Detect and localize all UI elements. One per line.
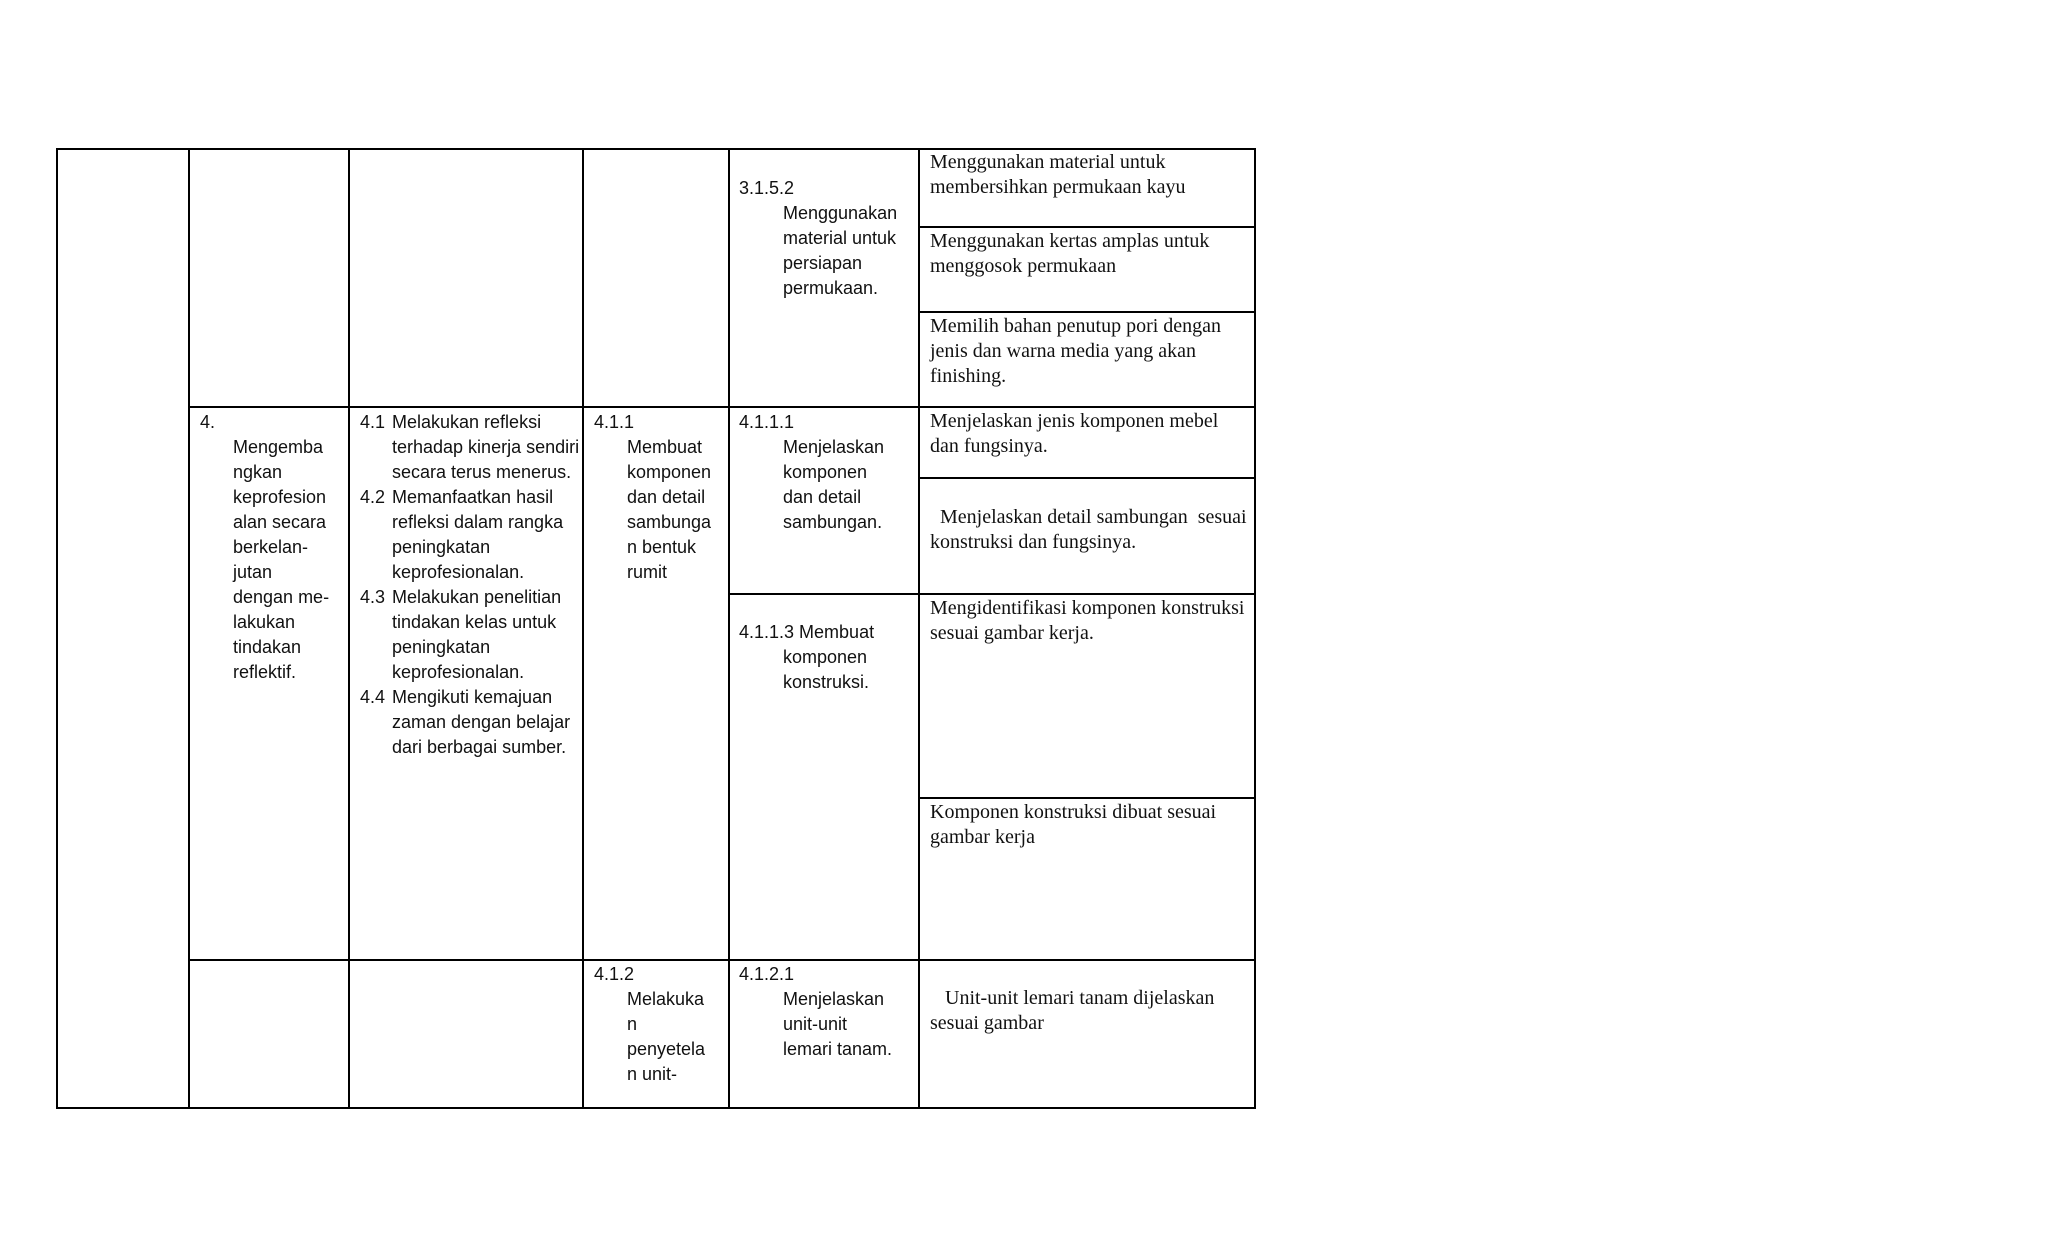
column-divider [918,148,920,1109]
material-cell [930,229,1248,279]
item-text: Melakukan refleksi terhadap kinerja sendiri secara terus menerus. [392,412,580,482]
material-text: Menjelaskan detail sambungan sesuai konstruksi dan fungsinya. [930,506,1252,553]
competency-cell [200,410,346,685]
material-text: Komponen konstruksi dibuat sesuai gambar kerja [930,801,1217,848]
material-text: Menjelaskan jenis komponen mebel dan fungsinya. [930,410,1219,457]
column-divider [348,148,350,1109]
item-number: 4.3 [360,587,386,607]
ikd-cell [594,410,728,585]
row-divider [188,406,1256,408]
cell-divider [918,311,1256,313]
indicator-text: Menggunakan material untuk persiapan permukaan. [783,203,898,298]
material-text: Unit-unit lemari tanam dijelaskan sesuai gambar [930,987,1220,1034]
material-cell [930,314,1248,389]
material-cell [930,800,1248,850]
ikd-number: 4.1.2 [594,964,635,984]
cell-divider [918,477,1256,479]
cell-divider [728,593,1256,595]
indicator-text: Menjelaskan komponen dan detail sambungan. [783,437,885,532]
indicator-number: 4.1.1.3 Membuat [739,622,875,642]
material-text: Memilih bahan penutup pori dengan jenis dan warna media yang akan finishing. [930,315,1222,387]
ikd-cell [594,962,728,1087]
item-text: Memanfaatkan hasil refleksi dalam rangka peningkatan keprofesionalan. [392,487,564,582]
indicator-number: 4.1.2.1 [739,964,795,984]
indicator-cell [739,962,915,1062]
indicator-cell [739,176,915,301]
cell-divider [918,226,1256,228]
indicator-cell [739,410,915,535]
indicator-number: 3.1.5.2 [739,178,795,198]
indicator-text: komponen konstruksi. [783,647,870,692]
ikd-text: Membuat komponen dan detail sambunga n bentuk rumit [627,437,712,582]
column-divider [582,148,584,1109]
column-divider [728,148,730,1109]
material-text: Menggunakan material untuk membersihkan permukaan kayu [930,151,1186,198]
item-text: Mengikuti kemajuan zaman dengan belajar dari berbagai sumber. [392,687,571,757]
cell-divider [918,797,1256,799]
material-cell [930,961,1250,1036]
indicator-text: Menjelaskan unit-unit lemari tanam. [783,989,893,1059]
sub-competency-cell [360,410,580,760]
list-item [360,410,580,485]
material-cell [930,409,1248,459]
material-text: Mengidentifikasi komponen konstruksi sesuai gambar kerja. [930,597,1245,644]
table-border-left [56,148,58,1109]
table-border-right [1254,148,1256,1109]
competency-number: 4. [200,412,216,432]
ikd-text: Melakuka n penyetela n unit- [627,989,706,1084]
item-text: Melakukan penelitian tindakan kelas untuk peningkatan keprofesionalan. [392,587,562,682]
list-item [360,485,580,585]
column-divider [188,148,190,1109]
material-cell [930,150,1248,200]
item-number: 4.1 [360,412,386,432]
item-number: 4.4 [360,687,386,707]
indicator-number: 4.1.1.1 [739,412,795,432]
material-cell [930,480,1252,555]
material-cell [930,596,1248,646]
item-number: 4.2 [360,487,386,507]
list-item [360,685,580,760]
competency-text: Mengemba ngkan keprofesion alan secara berkelan- jutan dengan me- lakukan tindakan reflektif. [233,437,330,682]
list-item [360,585,580,685]
material-text: Menggunakan kertas amplas untuk menggosok permukaan [930,230,1210,277]
indicator-cell [739,620,915,695]
ikd-number: 4.1.1 [594,412,635,432]
table-border-bottom [56,1107,1256,1109]
